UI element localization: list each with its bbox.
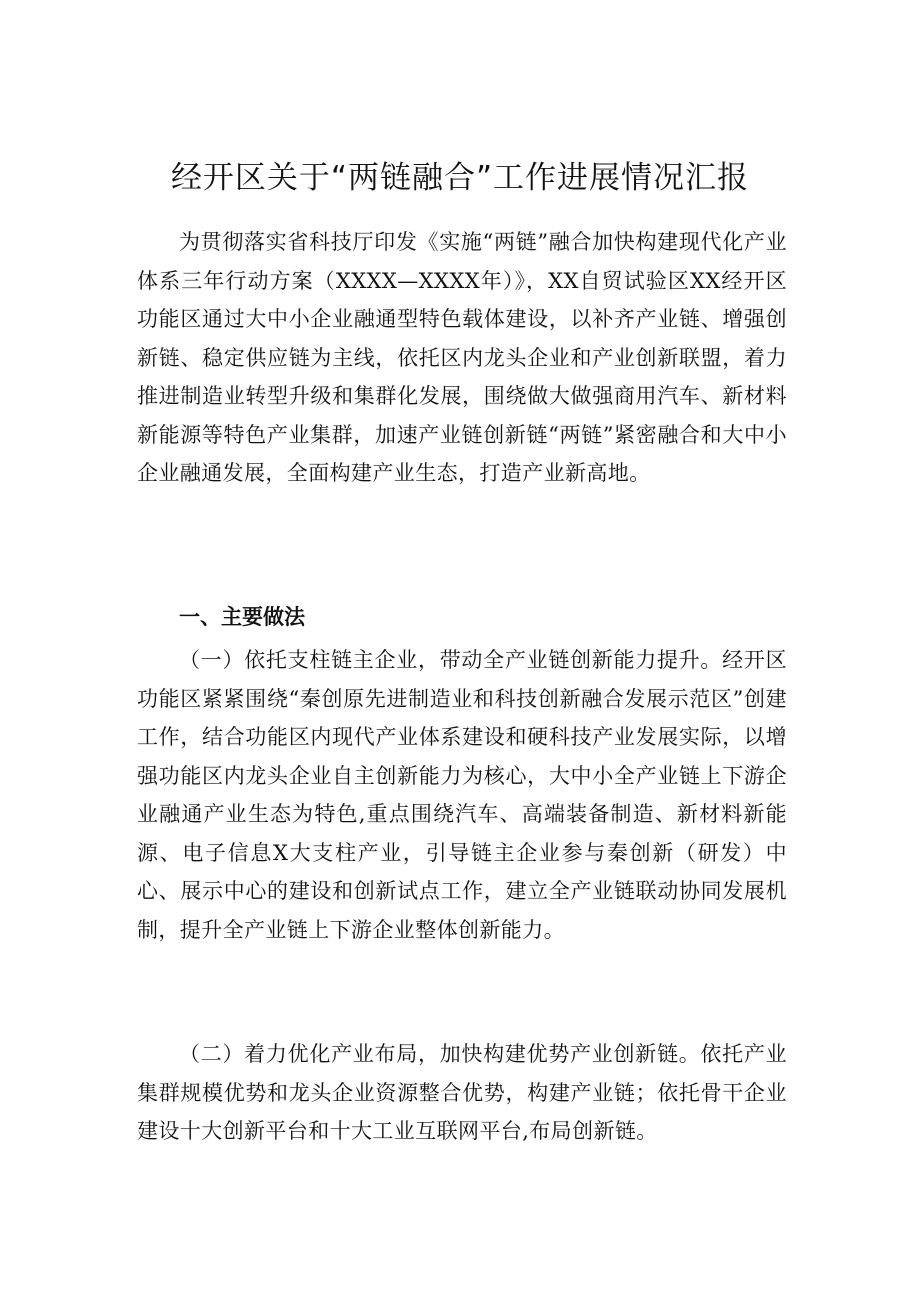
- item-1-paragraph: （一）依托支柱链主企业，带动全产业链创新能力提升。经开区功能区紧紧围绕“秦创原先进制造业和科技创新融合发展示范区”创建工作，结合功能区内现代产业体系建设和硬科技产业发展实际，以增强功能区内龙头企业自主创新能力为核心，大中小全产业链上下游企业融通产业生态为特色,重点围绕汽车、高端装备制造、新材料新能源、电子信息X大支柱产业，引导链主企业参与秦创新（研发）中心、展示中心的建设和创新试点工作，建立全产业链联动协同发展机制，提升全产业链上下游企业整体创新能力。: [137, 648, 787, 942]
- document-title: 经开区关于“两链融合”工作进展情况汇报: [170, 160, 750, 196]
- intro-paragraph: 为贯彻落实省科技厅印发《实施“两链”融合加快构建现代化产业体系三年行动方案（XXXX—XXXX年）》，XX自贸试验区XX经开区功能区通过大中小企业融通型特色载体建设，以补齐产业链、增强创新链、稳定供应链为主线，依托区内龙头企业和产业创新联盟，着力推进制造业转型升级和集群化发展，围绕做大做强商用汽车、新材料新能源等特色产业集群，加速产业链创新链“两链”紧密融合和大中小企业融通发展，全面构建产业生态，打造产业新高地。: [137, 230, 787, 485]
- item-2-paragraph: （二）着力优化产业布局，加快构建优势产业创新链。依托产业集群规模优势和龙头企业资源整合优势，构建产业链；依托骨干企业建设十大创新平台和十大工业互联网平台,布局创新链。: [137, 1042, 787, 1143]
- section-heading-main-practices: 一、主要做法: [179, 605, 305, 629]
